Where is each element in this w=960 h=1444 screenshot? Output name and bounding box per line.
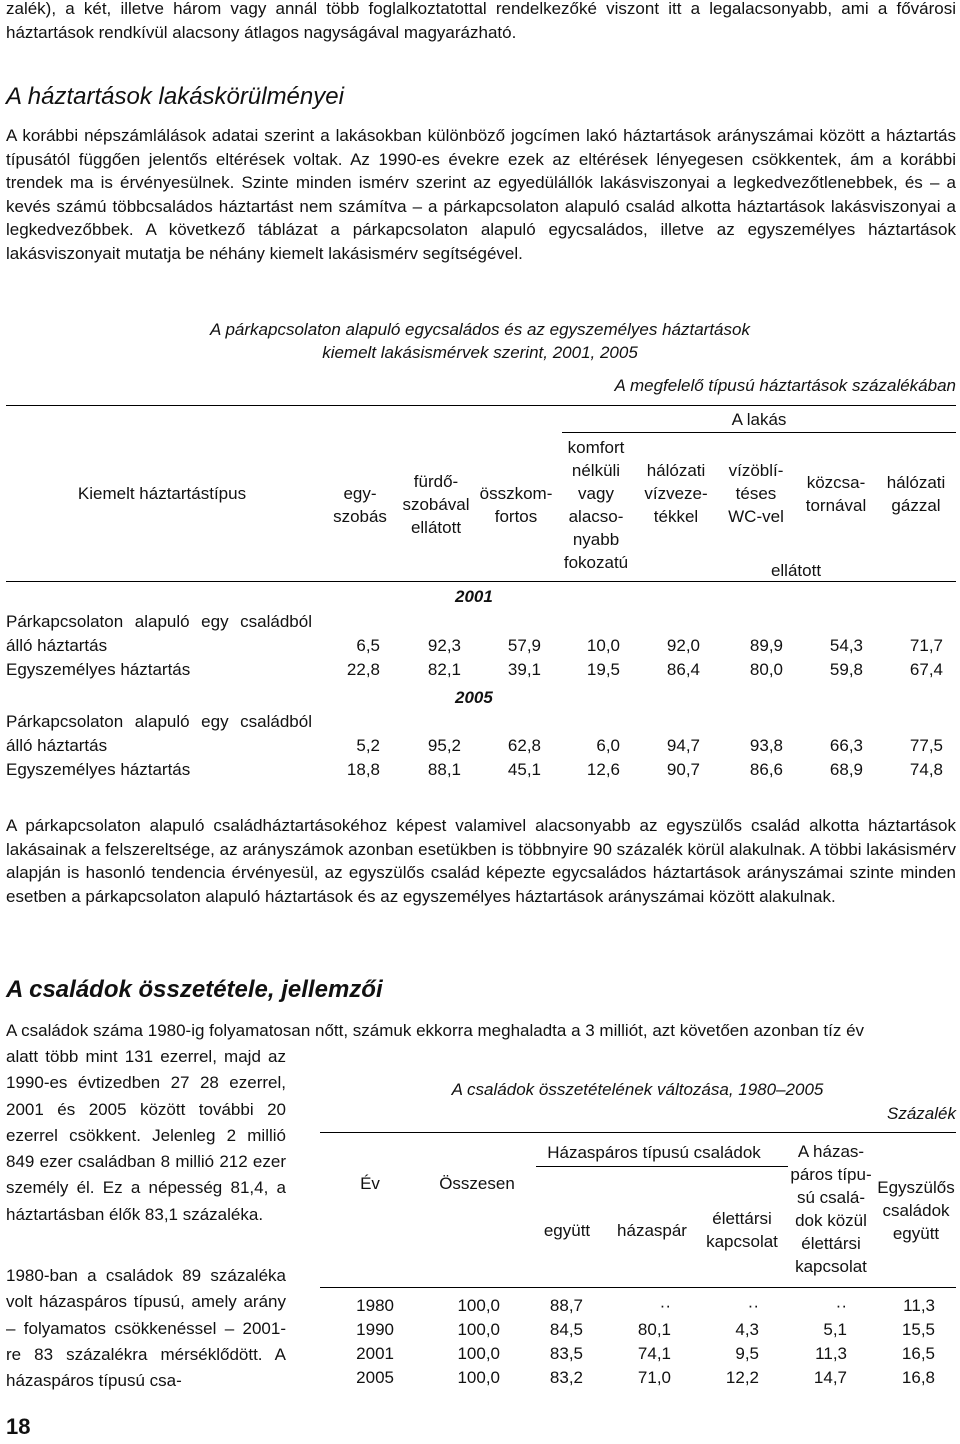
table1-title-line1: A párkapcsolaton alapuló egycsaládos és az egyszemélyes háztartások: [210, 320, 750, 339]
table1-col-header: összkom- fortos: [479, 484, 553, 526]
table1-cell: 59,8: [829, 660, 863, 679]
table1-cell: 39,1: [507, 660, 541, 679]
table1-cell: 80,0: [749, 660, 783, 679]
table2-col-total: Összesen: [439, 1174, 515, 1193]
table1-year-2001: 2001: [455, 587, 493, 606]
table1-row-label-pair-cont: álló háztartás: [6, 736, 108, 755]
table1-row-label-pair: Párkapcsolaton alapuló egy családból: [6, 712, 312, 731]
table1-title-line2: kiemelt lakásismérvek szerint, 2001, 2005: [322, 343, 638, 362]
table1-cell: 18,8: [346, 760, 380, 779]
table1-cell: 5,2: [356, 736, 380, 755]
table1-cell: 6,0: [596, 736, 620, 755]
table1-cell: 22,8: [346, 660, 380, 679]
table1-cell: 92,3: [427, 636, 461, 655]
table2-cell: 4,3: [735, 1320, 759, 1339]
table1-cell: 68,9: [829, 760, 863, 779]
table2-col-year: Év: [360, 1174, 380, 1193]
table1-col-type: Kiemelt háztartástípus: [77, 484, 247, 503]
table2-col-together: együtt: [543, 1221, 591, 1240]
table2-cell: 74,1: [637, 1344, 671, 1363]
table1-top-rule: [6, 405, 956, 406]
table2-col-cohab: élettársi kapcsolat: [706, 1209, 778, 1251]
table2-cell: 12,2: [725, 1368, 759, 1387]
table2-cell: 100,0: [457, 1344, 500, 1363]
table2-cell: 100,0: [457, 1296, 500, 1315]
table1-cell: 66,3: [829, 736, 863, 755]
table1-cell: 88,1: [427, 760, 461, 779]
table2-year-cell: 1990: [356, 1320, 394, 1339]
table2-cell: 14,7: [813, 1368, 847, 1387]
families-paragraph-2: 1980-ban a családok 89 százaléka volt házaspáros típusú, amely arány – folyamatos csökkenéssel – 2001-re 83 százalékra mérséklődött. A házaspáros típusú csa-: [6, 1266, 286, 1391]
table2-cell: 15,5: [901, 1320, 935, 1339]
table1-cell: 54,3: [829, 636, 863, 655]
table1-group-footer: ellátott: [770, 561, 822, 580]
table1-cell: 12,6: [586, 760, 620, 779]
table1-year-2005: 2005: [455, 688, 493, 707]
table1-row-label-single: Egyszemélyes háztartás: [6, 660, 191, 679]
table1-row-label-pair: Párkapcsolaton alapuló egy családból: [6, 612, 312, 631]
after-table-paragraph: A párkapcsolaton alapuló családháztartásokéhoz képest valamivel alacsonyabb az egyszülős család alkotta háztartások lakásainak a felszereltsége, az arányszámok azonban esetükben is többnyire 90 százalék körül alakulnak. A többi lakásismérv alapján is hasonló tendencia érvényesül, az egyszülős család képezte egycsaládos háztartások arányszámai szinte minden esetben a párkapcsolaton alapuló háztartások és az egyszemélyes háztartások arányszámai között alakulnak.: [6, 816, 956, 906]
table2-col-couple-cohab: A házas- páros típu- sú csalá- dok közül élettársi kapcsolat: [790, 1142, 872, 1276]
table1-group-header: A lakás: [731, 410, 787, 429]
section-heading-families: A családok összetétele, jellemzői: [6, 976, 383, 1003]
table1-cell: 93,8: [749, 736, 783, 755]
housing-paragraph: A korábbi népszámlálások adatai szerint a lakásokban különböző jogcímen lakó háztartások arányszámai között a háztartás típusától függően jelentős eltérések voltak. Az 1990-es évekre ezek az eltérések lényegesen csökkentek, ám a korábbi trendek ma is érvényesülnek. Szinte minden ismérv szerint az egyedülállók lakásviszonyai a legkedvezőtlenebbek, és – a kevés számú többcsaládos háztartást nem számítva – a párkapcsolaton alapuló család alkotta háztartások lakásviszonyai a legkedvezőbbek. A következő táblázat a párkapcsolaton alapuló egycsaládos, illetve az egyszemélyes háztartások lakásviszonyait mutatja be néhány kiemelt lakásismérv segítségével.: [6, 126, 956, 263]
table1-col-header: hálózati vízveze- tékkel: [644, 461, 708, 526]
page-number: 18: [6, 1414, 31, 1439]
table2-cell: 11,3: [903, 1296, 935, 1315]
table2-cell: 16,5: [901, 1344, 935, 1363]
table2-title: A családok összetételének változása, 1980–2005: [451, 1080, 824, 1099]
table1-cell: 77,5: [909, 736, 943, 755]
table1-cell: 45,1: [507, 760, 541, 779]
table2-cell: ··: [747, 1296, 759, 1315]
table2-cell: ··: [659, 1296, 671, 1315]
table1-col-header: fürdő- szobával ellátott: [402, 472, 470, 537]
table2-col-single-parent: Egyszülős családok együtt: [877, 1178, 955, 1243]
table2-year-cell: 2005: [356, 1368, 394, 1387]
table1-cell: 82,1: [427, 660, 461, 679]
table1-cell: 86,6: [749, 760, 783, 779]
table1-cell: 86,4: [666, 660, 700, 679]
table2-col-married: házaspár: [617, 1221, 687, 1240]
table2-header-rule: [320, 1287, 956, 1288]
table2-top-rule: [320, 1132, 956, 1133]
table1-cell: 94,7: [666, 736, 700, 755]
table1-unit: A megfelelő típusú háztartások százalékában: [614, 376, 956, 395]
table1-col-header: egy- szobás: [333, 484, 387, 526]
table1-col-header: közcsa- tornával: [805, 473, 867, 515]
table1-cell: 67,4: [909, 660, 943, 679]
table1-cell: 74,8: [909, 760, 943, 779]
section-heading-housing: A háztartások lakáskörülményei: [6, 83, 344, 110]
table1-cell: 90,7: [666, 760, 700, 779]
table1-cell: 62,8: [507, 736, 541, 755]
table1-header-rule: [6, 581, 956, 582]
table2-cell: 83,5: [549, 1344, 583, 1363]
table2-cell: 71,0: [637, 1368, 671, 1387]
table1-col-header: komfort nélküli vagy alacso- nyabb fokozatú: [563, 438, 629, 572]
table1-cell: 71,7: [909, 636, 943, 655]
table2-cell: 5,1: [823, 1320, 847, 1339]
families-paragraph-top: A családok száma 1980-ig folyamatosan nőtt, számuk ekkorra meghaladta a 3 milliót, azt követően azonban tíz év: [6, 1021, 865, 1040]
table2-cell: ··: [835, 1296, 847, 1315]
table1-title: [180, 318, 780, 364]
table1-cell: 92,0: [666, 636, 700, 655]
table2-cell: 88,7: [549, 1296, 583, 1315]
table2-group-rule: [536, 1166, 788, 1167]
table2-cell: 80,1: [637, 1320, 671, 1339]
table1-col-header: hálózati gázzal: [886, 473, 946, 515]
table2-year-cell: 2001: [356, 1344, 394, 1363]
intro-paragraph: zalék), a két, illetve három vagy annál több foglalkoztatottal rendelkezőké viszont itt a legalacsonyabb, ami a fővárosi háztartások rendkívül alacsony átlagos nagyságával magyarázható.: [6, 0, 956, 42]
table1-cell: 19,5: [586, 660, 620, 679]
table2-cell: 100,0: [457, 1320, 500, 1339]
table1-cell: 57,9: [507, 636, 541, 655]
table2-cell: 9,5: [735, 1344, 759, 1363]
table1-row-label-single: Egyszemélyes háztartás: [6, 760, 191, 779]
table1-cell: 89,9: [749, 636, 783, 655]
families-paragraph-1: alatt több mint 131 ezerrel, majd az 1990-es évtizedben 27 28 ezerrel, 2001 és 2005 között további 20 ezerrel csökkent. Jelenleg 2 millió 849 ezer családban 8 millió 212 ezer személy él. Ez a népesség 81,4, a háztartásban élők 83,1 százaléka.: [6, 1047, 286, 1224]
table1-cell: 95,2: [427, 736, 461, 755]
table2-year-cell: 1980: [356, 1296, 394, 1315]
table2-cell: 16,8: [901, 1368, 935, 1387]
table1-col-header: vízöblí- téses WC-vel: [728, 461, 784, 526]
table1-cell: 10,0: [586, 636, 620, 655]
table1-cell: 6,5: [356, 636, 380, 655]
table1-row-label-pair-cont: álló háztartás: [6, 636, 108, 655]
table2-cell: 83,2: [549, 1368, 583, 1387]
table2-cell: 11,3: [815, 1344, 847, 1363]
table2-group-couple: Házaspáros típusú családok: [547, 1143, 761, 1162]
table2-cell: 84,5: [549, 1320, 583, 1339]
table1-group-rule: [562, 432, 956, 433]
table2-cell: 100,0: [457, 1368, 500, 1387]
table2-unit: Százalék: [887, 1104, 956, 1123]
